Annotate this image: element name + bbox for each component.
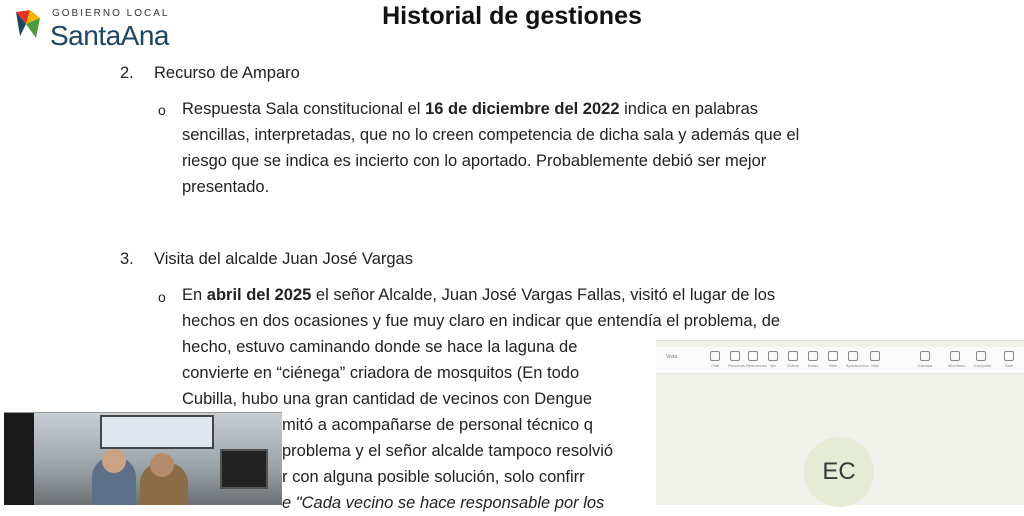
toolbar-button-9[interactable]	[918, 351, 932, 369]
paragraph-line: sencillas, interpretadas, que no lo creen competencia de dicha sala y además que el	[182, 126, 800, 144]
toolbar-button-label: Salir	[1004, 363, 1013, 368]
paragraph-line: e "Cada vecino se hace responsable por los	[282, 494, 605, 512]
logo-top-text: GOBIERNO LOCAL	[52, 8, 170, 19]
list-item-heading	[120, 64, 300, 83]
paragraph-line: hechos en dos ocasiones y fue muy claro en indicar que entendía el problema, de	[182, 312, 781, 330]
toolbar-button-label: Personas	[728, 363, 745, 368]
toolbar-button-icon	[788, 351, 798, 361]
toolbar-button-12[interactable]	[1002, 351, 1016, 369]
toolbar-button-label: Chat	[710, 363, 720, 368]
toolbar-button-label: Notas	[807, 363, 819, 368]
participant-video[interactable]	[4, 412, 282, 505]
list-item-heading	[120, 250, 413, 269]
paragraph-line: Respuesta Sala constitucional el 16 de diciembre del 2022 indica en palabras	[182, 100, 759, 118]
toolbar-button-3[interactable]	[766, 351, 780, 369]
toolbar-button-2[interactable]	[746, 351, 767, 369]
toolbar-button-label: Compartir	[974, 363, 992, 368]
bullet-marker: o	[158, 102, 166, 118]
participant-avatar: EC	[804, 437, 874, 507]
toolbar-button-label: Aplicaciones	[846, 363, 869, 368]
toolbar-button-10[interactable]	[948, 351, 966, 369]
list-item-number: 3.	[120, 250, 134, 268]
toolbar-button-7[interactable]	[846, 351, 869, 369]
toolbar-button-icon	[976, 351, 986, 361]
toolbar-button-icon	[920, 351, 930, 361]
paragraph-line: En abril del 2025 el señor Alcalde, Juan José Vargas Fallas, visitó el lugar de los	[182, 286, 776, 304]
toolbar-view-label[interactable]: Vista	[666, 354, 678, 360]
video-person-head	[150, 453, 174, 477]
meeting-panel	[656, 340, 1024, 505]
toolbar-button-icon	[768, 351, 778, 361]
toolbar-button-1[interactable]	[728, 351, 745, 369]
toolbar-button-label: Ver	[769, 363, 776, 368]
logo-name: SantaAna	[50, 20, 169, 51]
toolbar-button-icon	[848, 351, 858, 361]
toolbar-button-label: Más	[829, 363, 837, 368]
paragraph-line: mitó a acompañarse de personal técnico q	[282, 416, 593, 434]
paragraph-line: hecho, estuvo caminando donde se hace la laguna de	[182, 338, 578, 356]
toolbar-button-8[interactable]	[868, 351, 882, 369]
paragraph-line: r con alguna posible solución, solo confirr	[282, 468, 585, 486]
video-shadow	[4, 413, 34, 505]
video-wall-screen	[100, 415, 214, 449]
toolbar-button-label: Cámara	[918, 363, 933, 368]
paragraph-line: Cubilla, hubo una gran cantidad de vecinos con Dengue	[182, 390, 593, 408]
video-monitor	[220, 449, 268, 489]
paragraph-line: problema y el señor alcalde tampoco resolvió	[282, 442, 614, 460]
toolbar-button-11[interactable]	[974, 351, 992, 369]
toolbar-button-5[interactable]	[806, 351, 820, 369]
toolbar-button-icon	[748, 351, 758, 361]
toolbar-button-label: Más	[871, 363, 879, 368]
toolbar-button-icon	[950, 351, 960, 361]
toolbar-button-icon	[710, 351, 720, 361]
paragraph-line: presentado.	[182, 178, 270, 196]
list-item-title: Visita del alcalde Juan José Vargas	[154, 250, 413, 268]
toolbar-button-label: Grabar	[786, 363, 800, 368]
list-item-title: Recurso de Amparo	[154, 64, 300, 82]
toolbar-button-4[interactable]	[786, 351, 800, 369]
paragraph-line: convierte en “ciénega” criadora de mosquitos (En todo	[182, 364, 580, 382]
toolbar-button-icon	[870, 351, 880, 361]
video-person-head	[102, 449, 126, 473]
page-title: Historial de gestiones	[382, 2, 642, 30]
paragraph	[182, 96, 882, 200]
toolbar-button-icon	[730, 351, 740, 361]
paragraph-line: riesgo que se indica es incierto con lo aportado. Probablemente debió ser mejor	[182, 152, 767, 170]
toolbar-button-label: Micrófono	[948, 363, 966, 368]
toolbar-button-icon	[808, 351, 818, 361]
toolbar-button-icon	[1004, 351, 1014, 361]
toolbar-button-6[interactable]	[826, 351, 840, 369]
toolbar-button-icon	[828, 351, 838, 361]
bullet-marker: o	[158, 289, 166, 305]
list-item-number: 2.	[120, 64, 134, 82]
meeting-toolbar	[656, 347, 1024, 374]
toolbar-button-label: Reacciones	[746, 363, 767, 368]
toolbar-button-0[interactable]	[708, 351, 722, 369]
